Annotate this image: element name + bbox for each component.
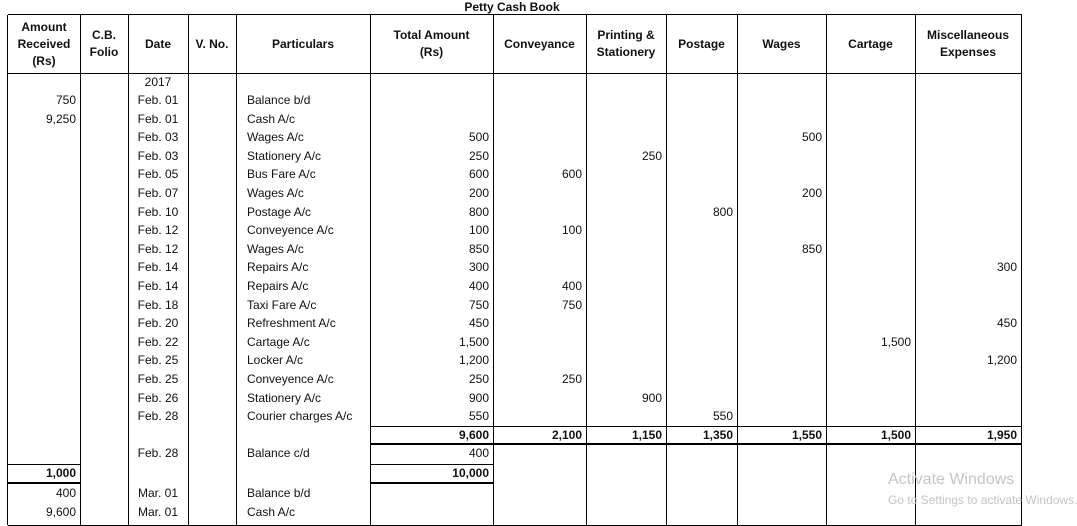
miscellaneous-cell: 450 (996, 316, 1017, 331)
conveyance-cell: 100 (561, 223, 582, 238)
date-cell: Feb. 28 (137, 409, 179, 424)
total-amount-cell: 250 (468, 148, 489, 163)
activate-windows-watermark: Activate Windows (888, 471, 1015, 488)
column-border (1021, 15, 1022, 525)
date-cell: Feb. 01 (137, 93, 179, 107)
total-amount-sum: 9,600 (458, 428, 489, 442)
particulars-cell: Stationery A/c (247, 390, 322, 405)
total-amount-cell: 800 (468, 204, 489, 219)
grand-total-underline (370, 482, 493, 484)
total-amount-cell: 1,200 (458, 353, 489, 368)
conveyance-cell: 600 (561, 167, 582, 182)
date-cell: Feb. 10 (137, 204, 179, 219)
date-cell: Feb. 12 (137, 223, 179, 238)
postage-cell: 550 (712, 409, 733, 424)
total-amount-cell: 400 (468, 279, 489, 293)
wages-cell: 850 (801, 241, 822, 256)
header-total-amount: Total Amount (Rs) (393, 28, 470, 59)
miscellaneous-cell: 1,200 (986, 353, 1017, 368)
postage-cell: 800 (712, 204, 733, 219)
date-cell: Feb. 20 (137, 316, 179, 331)
misc-sum: 1,950 (986, 428, 1017, 442)
conveyance-cell: 750 (561, 297, 582, 312)
next-date: Mar. 01 (137, 486, 179, 500)
activate-windows-hint: Go to Settings to activate Windows. (888, 493, 1077, 507)
column-border (666, 15, 667, 525)
amount-received-cell: 750 (55, 93, 76, 107)
conveyance-cell: 250 (561, 372, 582, 386)
printing-stationery-cell: 900 (641, 390, 662, 405)
wages-cell: 200 (801, 186, 822, 200)
particulars-cell: Courier charges A/c (247, 409, 353, 424)
header-cb-folio: C.B. Folio (89, 28, 119, 59)
next-particulars: Cash A/c (247, 505, 296, 519)
date-cell: Feb. 01 (137, 111, 179, 126)
particulars-cell: Repairs A/c (247, 279, 309, 293)
date-cell: Feb. 25 (137, 372, 179, 386)
page-title: Petty Cash Book (464, 0, 560, 14)
particulars-cell: Wages A/c (247, 241, 304, 256)
particulars-cell: Conveyence A/c (247, 223, 334, 238)
next-received: 9,600 (45, 505, 76, 519)
amount-grand-total: 10,000 (452, 466, 489, 480)
header-postage: Postage (678, 36, 725, 51)
total-amount-cell: 550 (468, 409, 489, 424)
total-amount-cell: 1,500 (458, 334, 489, 349)
column-border (493, 15, 494, 525)
date-cell: Feb. 25 (137, 353, 179, 368)
conveyance-sum: 2,100 (551, 428, 582, 442)
next-date: Mar. 01 (137, 505, 179, 519)
header-wages: Wages (762, 36, 801, 51)
amount-received-cell: 9,250 (45, 111, 76, 126)
particulars-cell: Conveyence A/c (247, 372, 334, 386)
header-miscellaneous: Miscellaneous Expenses (926, 28, 1010, 59)
printing-stationery-cell: 250 (641, 148, 662, 163)
conveyance-cell: 400 (561, 279, 582, 293)
column-border (188, 15, 189, 525)
total-amount-cell: 100 (468, 223, 489, 238)
date-cell: Feb. 07 (137, 186, 179, 200)
date-cell: Feb. 26 (137, 390, 179, 405)
balance-cd-amount: 400 (468, 446, 489, 460)
date-cell: Feb. 05 (137, 167, 179, 182)
header-particulars: Particulars (271, 36, 335, 51)
total-amount-cell: 450 (468, 316, 489, 331)
total-amount-cell: 500 (468, 130, 489, 145)
total-amount-cell: 900 (468, 390, 489, 405)
date-cell: Feb. 22 (137, 334, 179, 349)
header-amount-received: Amount Received (Rs) (17, 19, 71, 68)
column-border (236, 15, 237, 525)
received-grand-total: 1,000 (45, 466, 76, 480)
particulars-cell: Balance b/d (247, 93, 311, 107)
next-particulars: Balance b/d (247, 486, 311, 500)
printing-sum: 1,150 (631, 428, 662, 442)
miscellaneous-cell: 300 (996, 260, 1017, 275)
date-cell: Feb. 14 (137, 260, 179, 275)
wages-cell: 500 (801, 130, 822, 145)
particulars-cell: Wages A/c (247, 130, 304, 145)
total-amount-cell: 200 (468, 186, 489, 200)
column-border (826, 15, 827, 525)
balance-cd-particulars: Balance c/d (247, 446, 310, 460)
particulars-cell: Cartage A/c (247, 334, 310, 349)
wages-sum: 1,550 (791, 428, 822, 442)
particulars-cell: Repairs A/c (247, 260, 309, 275)
header-cartage: Cartage (848, 36, 893, 51)
column-border (586, 15, 587, 525)
total-amount-cell: 750 (468, 297, 489, 312)
particulars-cell: Bus Fare A/c (247, 167, 316, 182)
particulars-cell: Taxi Fare A/c (247, 297, 317, 312)
total-amount-cell: 600 (468, 167, 489, 182)
column-border (737, 15, 738, 525)
cartage-cell: 1,500 (880, 334, 911, 349)
date-cell: Feb. 12 (137, 241, 179, 256)
year-label: 2017 (144, 75, 172, 89)
header-conveyance: Conveyance (504, 36, 575, 51)
column-border (80, 15, 81, 525)
date-cell: Feb. 03 (137, 148, 179, 163)
postage-sum: 1,350 (702, 428, 733, 442)
date-cell: Feb. 03 (137, 130, 179, 145)
total-amount-cell: 300 (468, 260, 489, 275)
date-cell: Feb. 18 (137, 297, 179, 312)
cartage-sum: 1,500 (880, 428, 911, 442)
particulars-cell: Locker A/c (247, 353, 304, 368)
particulars-cell: Refreshment A/c (247, 316, 336, 331)
balance-cd-date: Feb. 28 (137, 446, 179, 460)
total-amount-cell: 850 (468, 241, 489, 256)
date-cell: Feb. 14 (137, 279, 179, 293)
header-printing-stationery: Printing & Stationery (596, 28, 656, 59)
header-date: Date (144, 36, 171, 51)
petty-cash-table (8, 14, 1022, 526)
particulars-cell: Postage A/c (247, 204, 312, 219)
particulars-cell: Wages A/c (247, 186, 304, 200)
particulars-cell: Stationery A/c (247, 148, 322, 163)
particulars-cell: Cash A/c (247, 111, 296, 126)
next-received: 400 (55, 486, 76, 500)
total-amount-cell: 250 (468, 372, 489, 386)
header-voucher-no: V. No. (195, 36, 229, 51)
